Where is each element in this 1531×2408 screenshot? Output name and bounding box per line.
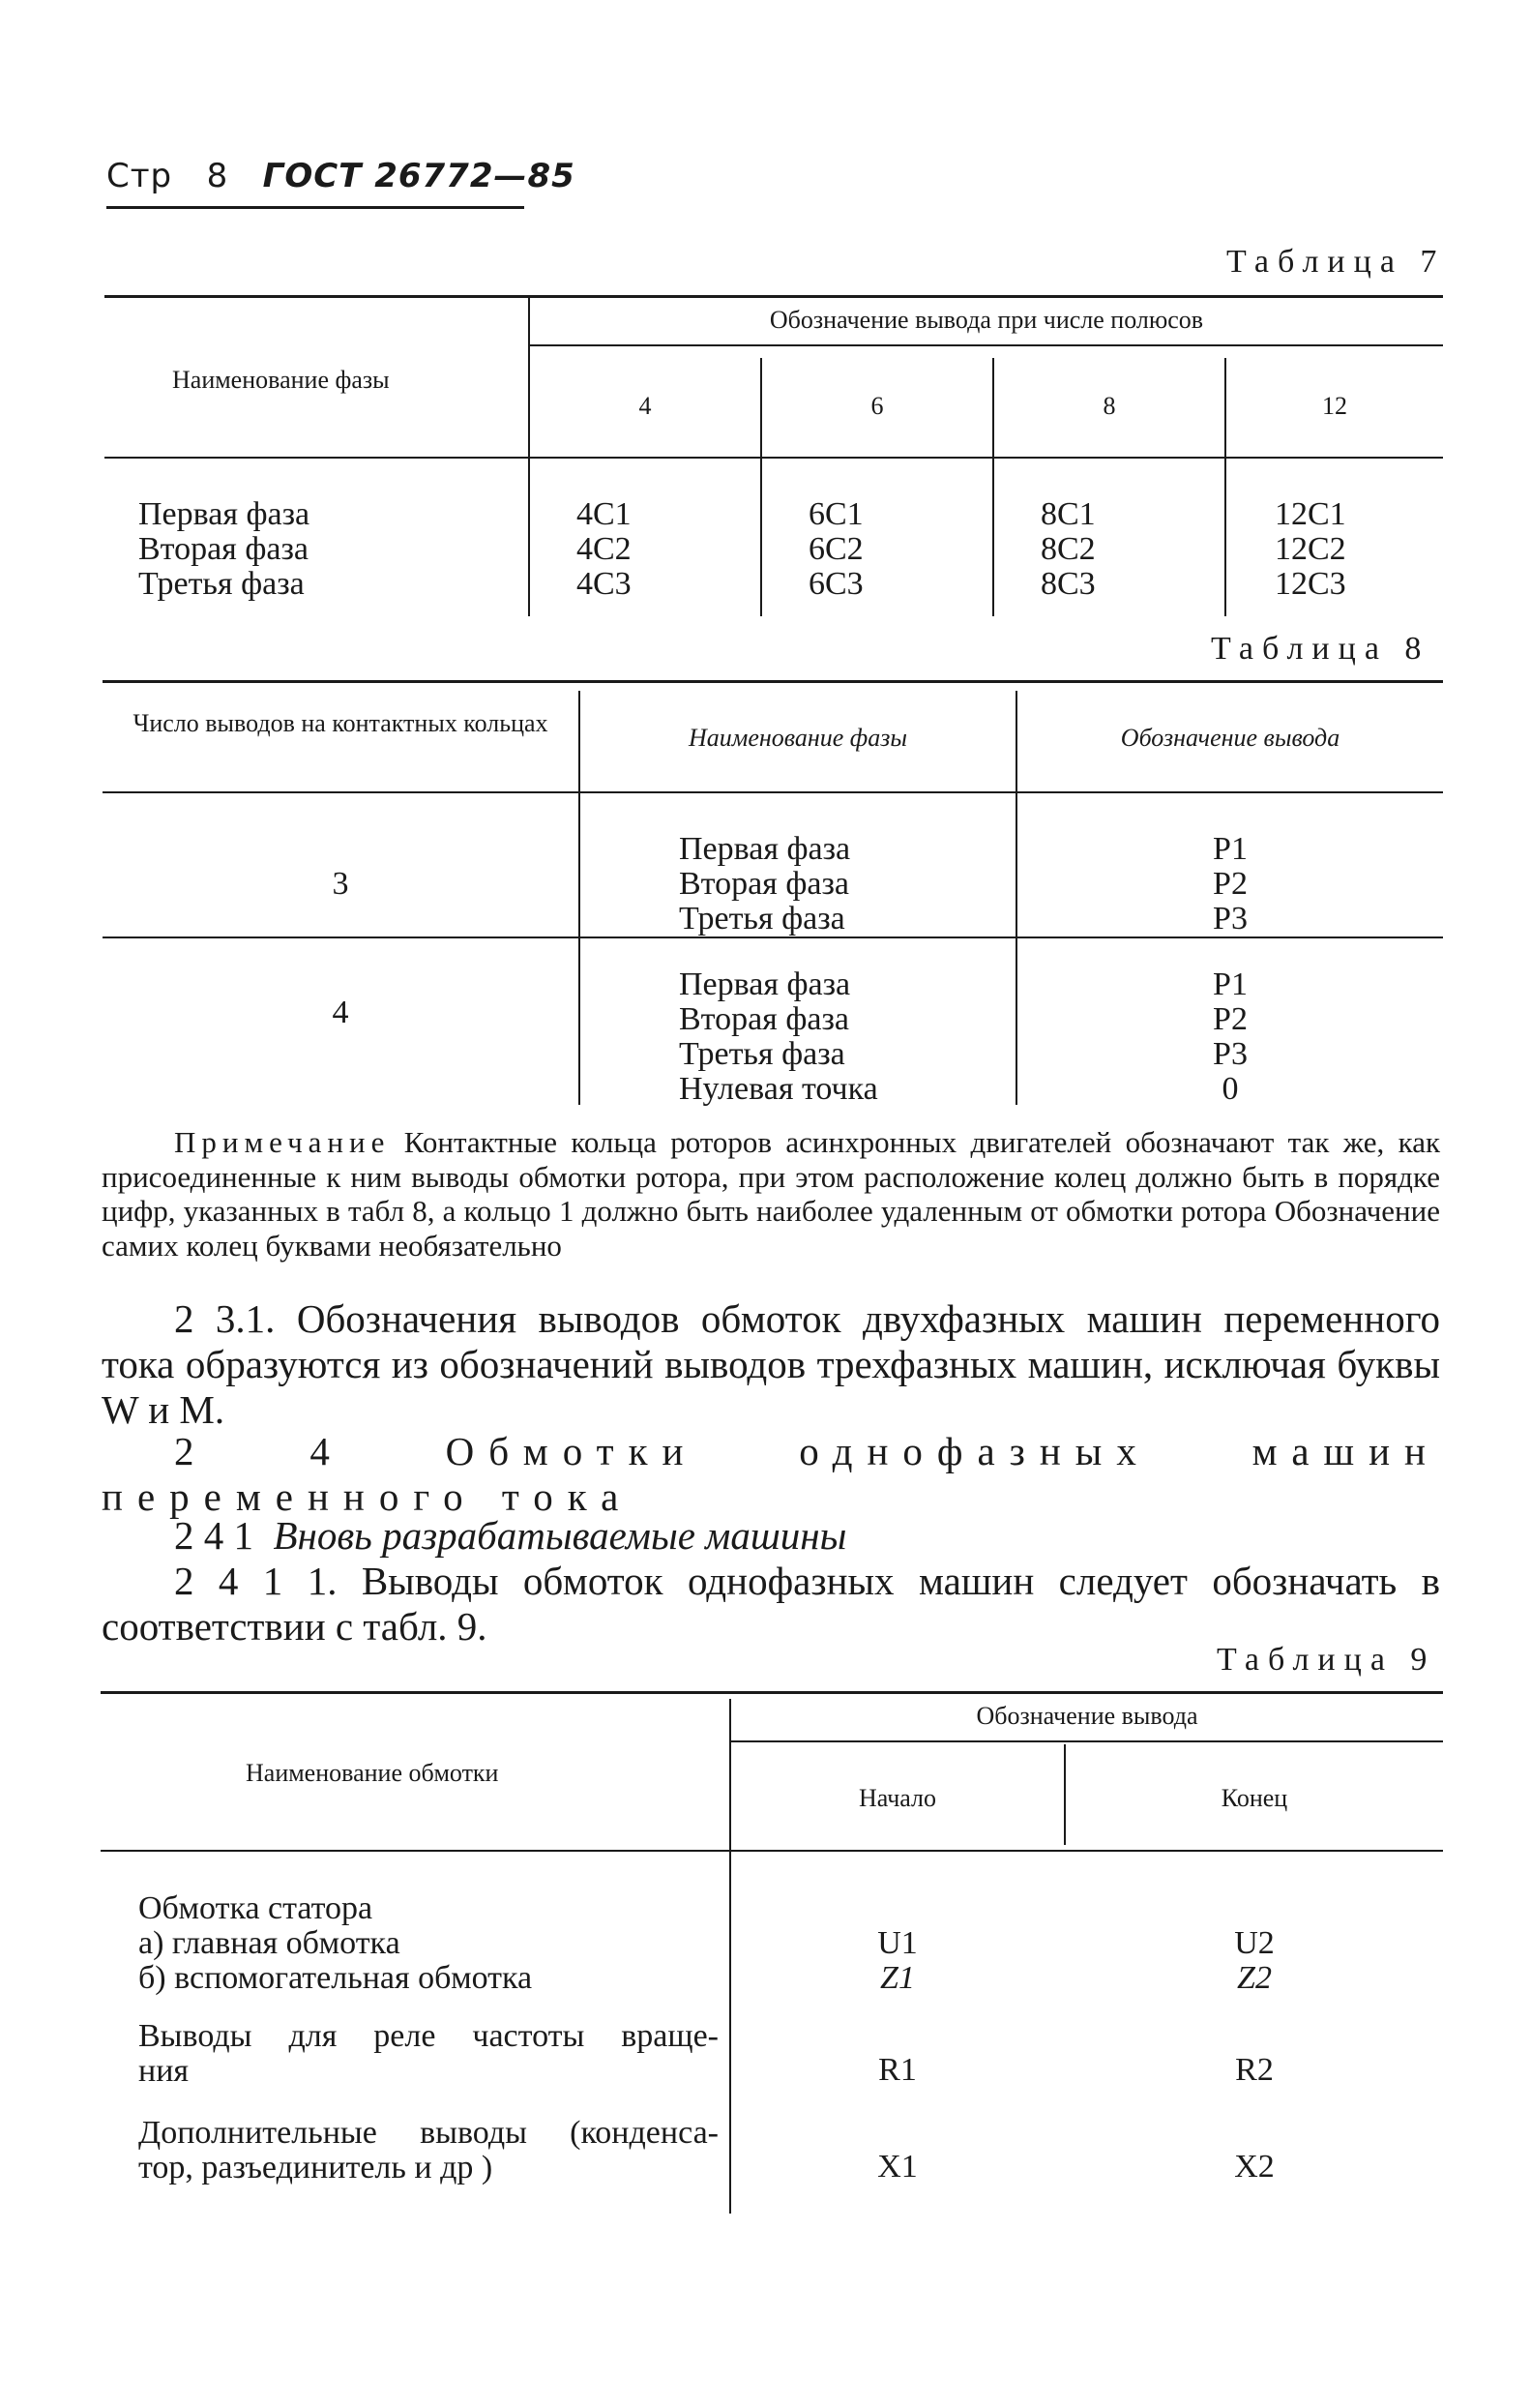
table8-terminal: 0 [1222,1071,1239,1107]
table7-cell: 12С1 [1275,496,1346,532]
table7-pole-8: 8 [1103,392,1116,420]
table7-cell: 8С1 [1041,496,1096,532]
table8-caption: Таблица 8 [1211,631,1430,667]
paragraph-2-4-1-title: Вновь разрабатываемые машины [273,1513,847,1558]
table9-cell: U1 [877,1925,918,1961]
standard-number: ГОСТ 26772—85 [262,157,575,195]
table8-phase: Третья фаза [679,901,845,936]
table8-phase: Первая фаза [679,966,851,1002]
table8-terminal: Р2 [1213,866,1248,902]
table7-phase: Вторая фаза [138,531,309,567]
table9-row-stator [138,1891,532,1996]
table9-header-rule [101,1850,1443,1852]
table7-phase: Третья фаза [138,566,305,602]
table8-terminal: Р1 [1213,831,1248,867]
table8-terminal: Р3 [1213,1036,1248,1072]
table8-terminal: Р1 [1213,966,1248,1002]
table9-relay-end: R2 [1235,2052,1274,2088]
paragraph-2-3-1: 2 3.1. Обозначения выводов обмоток двухфазных машин переменного тока образуются из обозначений выводов трехфазных машин, исключая буквы W и М. [102,1296,1440,1432]
table9-row-line: Дополнительные выводы (конденса- [138,2115,719,2151]
table7-sub-rule [530,344,1443,346]
table9-row-line: ния [138,2053,190,2089]
table7-cell: 8С2 [1041,531,1096,567]
table9-col-end: Конец [1221,1784,1288,1812]
table8-phase: Третья фаза [679,1036,845,1072]
table7-cell: 12С2 [1275,531,1346,567]
table8-group-3-phases [679,832,850,936]
table8-count-3: 3 [332,866,349,902]
table9-cell: Z2 [1237,1960,1272,1996]
table8-phase: Первая фаза [679,831,851,867]
table7-cell: 4С1 [576,496,632,532]
table7-phase-list [138,497,309,602]
table8-phase: Вторая фаза [679,866,849,902]
table7-pole-12: 12 [1322,392,1347,420]
table8-count-4: 4 [332,995,349,1030]
table8-group-4-phases [679,967,878,1107]
table7-pole-4: 4 [638,392,652,420]
table7-cell: 6С2 [809,531,864,567]
table9-caption: Таблица 9 [1217,1642,1436,1678]
table8-group-4-terminals [1017,967,1443,1107]
table8-terminal: Р2 [1213,1001,1248,1037]
table9-sub-rule [731,1740,1443,1742]
table9-row-extra [138,2116,719,2185]
table8-vline-1 [578,691,580,1105]
table9-stator-end [1066,1926,1443,1996]
paragraph-2-4-1-number: 2 4 1 [174,1513,253,1558]
table7-col-6-values [809,497,864,602]
table7-caption: Таблица 7 [1226,244,1446,280]
table8-phase: Вторая фаза [679,1001,849,1037]
table7-cell: 6С1 [809,496,864,532]
table8-col-count: Число выводов на контактных кольцах [132,709,548,737]
table7-col-12-values [1275,497,1346,602]
note-label: Примечание [174,1125,391,1159]
page-header [106,157,575,195]
table9-cell: U2 [1234,1925,1275,1961]
table7-col-phase: Наименование фазы [172,366,390,394]
table9-extra-start: X1 [877,2149,918,2185]
table7-col-8-values [1041,497,1096,602]
table7-cell: 4С3 [576,566,632,602]
table9-relay-start: R1 [878,2052,917,2088]
table7-col-4-values [576,497,632,602]
table9-extra-end: X2 [1234,2149,1275,2185]
table9-row-line: тор, разъединитель и др ) [138,2150,493,2185]
page-number: 8 [206,157,229,195]
table7-col-group: Обозначение вывода при числе полюсов [769,306,1204,334]
table8-header-rule [103,791,1443,793]
table8-col-phase: Наименование фазы [688,724,908,752]
table8-col-terminal: Обозначение вывода [1120,724,1340,752]
table9-cell: Z1 [880,1960,915,1996]
table9-row-line: б) вспомогательная обмотка [138,1960,533,1996]
table9-stator-start [731,1926,1064,1996]
table9-row-line: Выводы для реле частоты враще- [138,2018,719,2054]
table9-row-line: а) главная обмотка [138,1925,400,1961]
table9-row-relay [138,2019,719,2089]
table7-cell: 6С3 [809,566,864,602]
table7-cell: 12С3 [1275,566,1346,602]
table9-top-rule [101,1691,1443,1694]
paragraph-2-4: 2 4 Обмотки однофазных машин переменного тока [102,1429,1440,1519]
table7-vline-1 [528,295,530,616]
table9-col-start: Начало [858,1784,937,1812]
table8-terminal: Р3 [1213,901,1248,936]
table8-note [102,1125,1440,1263]
table9-col-name: Наименование обмотки [246,1759,499,1787]
paragraph-2-4-1-1: 2 4 1 1. Выводы обмоток однофазных машин следует обозначать в соответствии с табл. 9. [102,1559,1440,1649]
paragraph-2-4-1 [102,1513,1440,1559]
table8-top-rule [103,680,1443,683]
table7-pole-6: 6 [870,392,884,420]
note-text: Контактные кольца роторов асинхронных двигателей обозначают так же, как присоединенные к ним выводы обмотки ротора, при этом расположение колец должно быть в порядке цифр, указанных в табл 8, а кольцо 1 должно быть наиболее удаленным от обмотки ротора Обозначение самих колец буквами необязательно [102,1125,1441,1263]
table9-row-line: Обмотка статора [138,1890,373,1926]
table7-top-rule [104,295,1443,298]
table8-phase: Нулевая точка [679,1071,878,1107]
table8-group-rule [103,936,1443,938]
table7-header-rule [104,457,1443,459]
table7-phase: Первая фаза [138,496,310,532]
table9-col-group: Обозначение вывода [976,1702,1198,1730]
table7-cell: 8С3 [1041,566,1096,602]
header-rule [106,206,524,209]
table8-group-3-terminals [1017,832,1443,936]
table7-cell: 4С2 [576,531,632,567]
page-label: Стр [106,157,173,195]
